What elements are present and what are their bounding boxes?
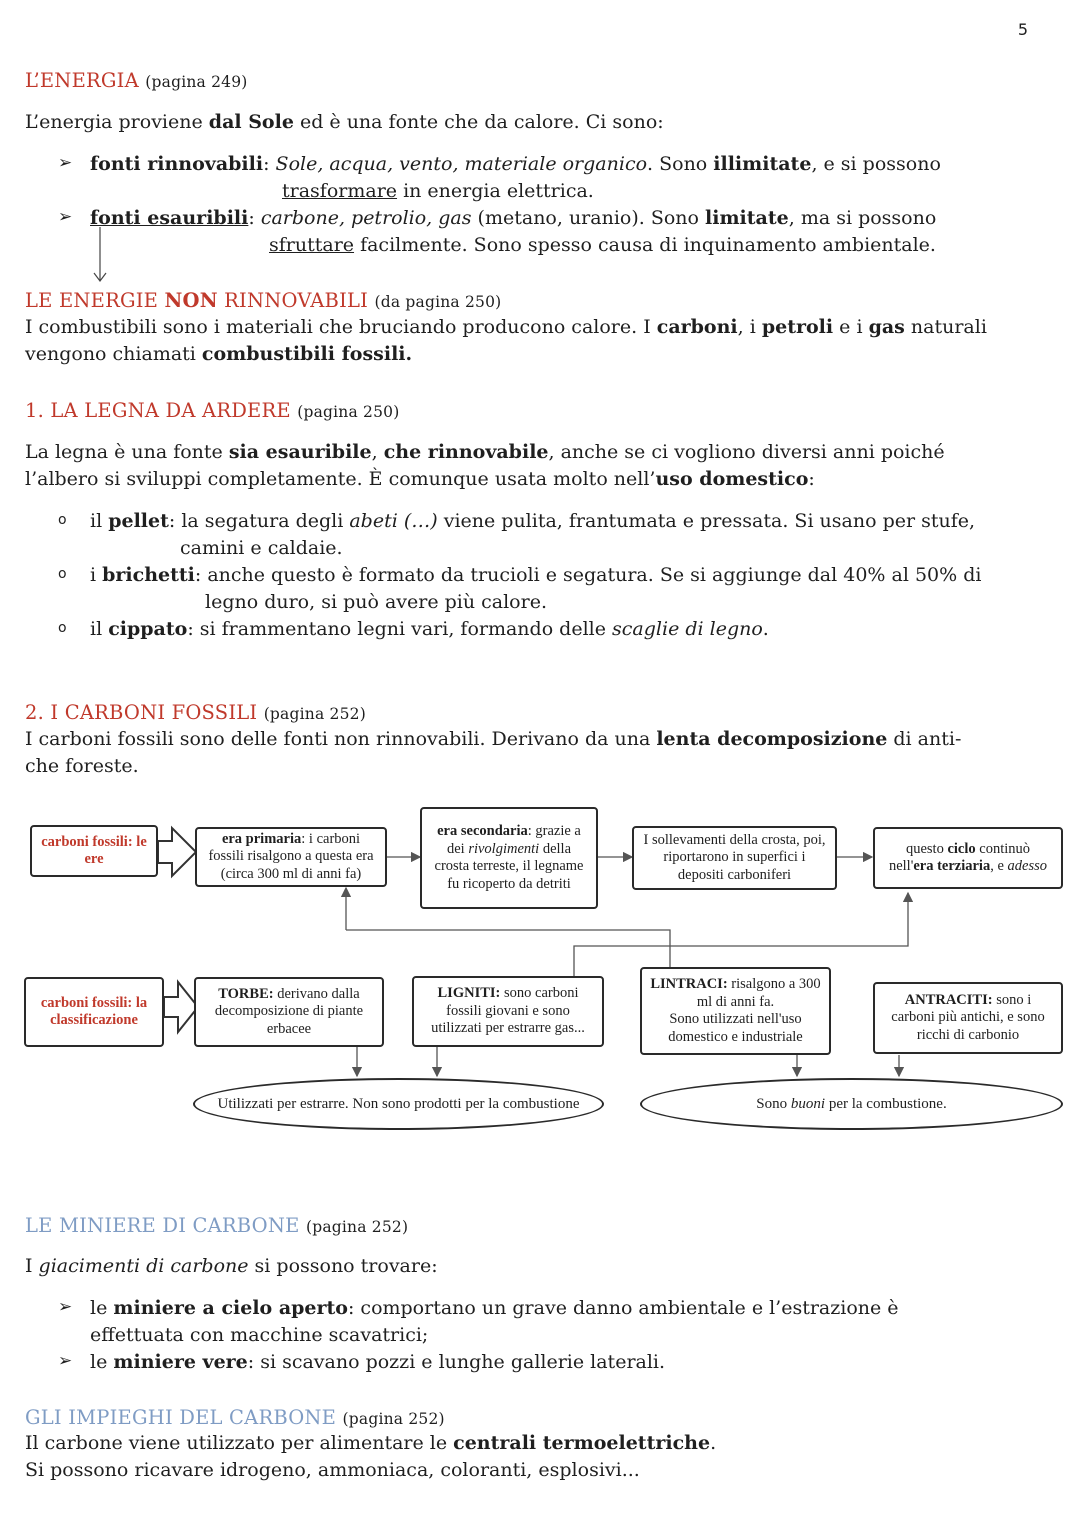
cippato-line: il cippato: si frammentano legni vari, formando delle scaglie di legno. xyxy=(90,618,769,640)
energia-intro: L’energia proviene dal Sole ed è una fonte che da calore. Ci sono: xyxy=(25,111,664,133)
circle-bullet-icon: o xyxy=(58,512,67,528)
arrow-bullet-icon: ➢ xyxy=(58,1297,73,1317)
down-arrow-icon xyxy=(90,225,110,285)
box-torbe: TORBE: derivano dalla decomposizione di piante erbacee xyxy=(194,977,384,1047)
section-title-legna: 1. LA LEGNA DA ARDERE (pagina 250) xyxy=(25,399,400,422)
legna-line2: l’albero si sviluppi completamente. È comunque usata molto nell’uso domestico: xyxy=(25,468,815,490)
fonti-rinnovabili-cont: trasformare in energia elettrica. xyxy=(282,180,594,202)
box-era-secondaria: era secondaria: grazie a dei rivolgimenti della crosta terreste, il legname fu ricoperto da detriti xyxy=(420,807,598,909)
box-sollevamenti: I sollevamenti della crosta, poi, riportarono in superfici i depositi carboniferi xyxy=(632,826,837,890)
box-ciclo: questo ciclo continuò nell'era terziaria, e adesso xyxy=(873,827,1063,889)
miniere-cielo-aperto-cont: effettuata con macchine scavatrici; xyxy=(90,1324,429,1346)
oval-non-combustione: Utilizzati per estrarre. Non sono prodotti per la combustione xyxy=(193,1078,604,1130)
section-title-energia: L’ENERGIA (pagina 249) xyxy=(25,69,248,92)
circle-bullet-icon: o xyxy=(58,566,67,582)
carboni-line1: I carboni fossili sono delle fonti non rinnovabili. Derivano da una lenta decomposizione di anti- xyxy=(25,728,962,750)
oval-combustione: Sono buoni per la combustione. xyxy=(640,1078,1063,1130)
fonti-rinnovabili-line: fonti rinnovabili: Sole, acqua, vento, materiale organico. Sono illimitate, e si possono xyxy=(90,153,941,175)
legna-line1: La legna è una fonte sia esauribile, che rinnovabile, anche se ci vogliono diversi anni poiché xyxy=(25,441,945,463)
miniere-intro: I giacimenti di carbone si possono trovare: xyxy=(25,1255,438,1277)
brichetti-line: i brichetti: anche questo è formato da trucioli e segatura. Se si aggiunge dal 40% al 50% di xyxy=(90,564,982,586)
box-classificazione-label: carboni fossili: la classificazione xyxy=(24,977,164,1047)
impieghi-line2: Si possono ricavare idrogeno, ammoniaca, coloranti, esplosivi... xyxy=(25,1459,640,1481)
miniere-vere: le miniere vere: si scavano pozzi e lunghe gallerie laterali. xyxy=(90,1351,666,1373)
fonti-esauribili-line: fonti esauribili: carbone, petrolio, gas (metano, uranio). Sono limitate, ma si possono xyxy=(90,207,937,229)
box-lintraci: LINTRACI: risalgono a 300 ml di anni fa. Sono utilizzati nell'uso domestico e industriale xyxy=(640,967,831,1055)
carboni-line2: che foreste. xyxy=(25,755,139,777)
arrow-bullet-icon: ➢ xyxy=(58,153,73,173)
arrow-bullet-icon: ➢ xyxy=(58,1351,73,1371)
circle-bullet-icon: o xyxy=(58,620,67,636)
non-rinnovabili-line1: I combustibili sono i materiali che bruciando producono calore. I carboni, i petroli e i gas naturali xyxy=(25,316,987,338)
box-antraciti: ANTRACITI: sono i carboni più antichi, e sono ricchi di carbonio xyxy=(873,982,1063,1054)
hollow-arrow-icon xyxy=(158,828,196,876)
non-rinnovabili-line2: vengono chiamati combustibili fossili. xyxy=(25,343,413,365)
box-ere-label: carboni fossili: le ere xyxy=(30,825,158,877)
pellet-line: il pellet: la segatura degli abeti (…) viene pulita, frantumata e pressata. Si usano per stufe, xyxy=(90,510,976,532)
miniere-cielo-aperto: le miniere a cielo aperto: comportano un grave danno ambientale e l’estrazione è xyxy=(90,1297,899,1319)
box-ligniti: LIGNITI: sono carboni fossili giovani e sono utilizzati per estrarre gas... xyxy=(412,976,604,1047)
section-title-carboni-fossili: 2. I CARBONI FOSSILI (pagina 252) xyxy=(25,701,366,724)
section-title-impieghi: GLI IMPIEGHI DEL CARBONE (pagina 252) xyxy=(25,1406,445,1429)
pellet-cont: camini e caldaie. xyxy=(180,537,343,559)
section-title-miniere: LE MINIERE DI CARBONE (pagina 252) xyxy=(25,1214,409,1237)
brichetti-cont: legno duro, si può avere più calore. xyxy=(205,591,547,613)
page-number: 5 xyxy=(1017,20,1028,39)
fonti-esauribili-cont: sfruttare facilmente. Sono spesso causa di inquinamento ambientale. xyxy=(269,234,936,256)
impieghi-line1: Il carbone viene utilizzato per alimentare le centrali termoelettriche. xyxy=(25,1432,717,1454)
hollow-arrow-icon xyxy=(164,982,198,1032)
section-title-non-rinnovabili: LE ENERGIE NON RINNOVABILI (da pagina 250) xyxy=(25,289,502,312)
box-era-primaria: era primaria: i carboni fossili risalgono a questa era (circa 300 ml di anni fa) xyxy=(195,827,387,887)
arrow-bullet-icon: ➢ xyxy=(58,207,73,227)
